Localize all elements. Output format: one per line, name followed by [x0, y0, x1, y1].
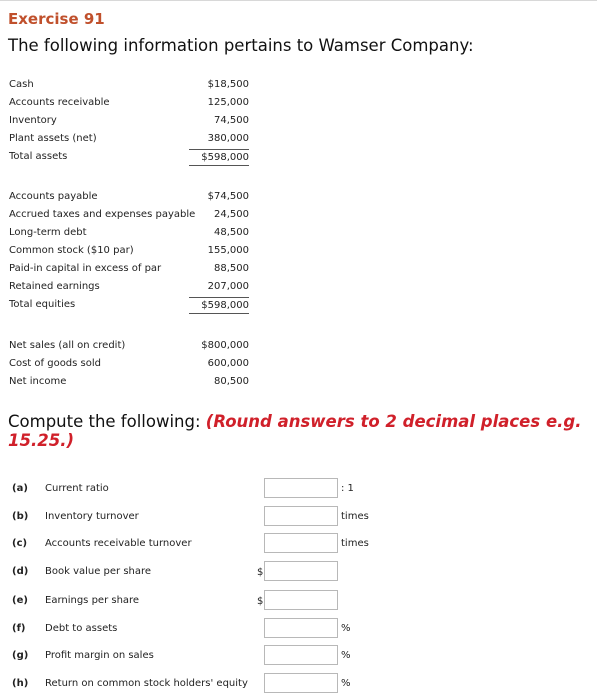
- exercise-title: Exercise 91: [8, 10, 105, 28]
- question-label: Accounts receivable turnover: [45, 538, 192, 549]
- equities-row: [9, 260, 249, 278]
- income-row-label: Net income: [9, 376, 67, 387]
- unit-label: : 1: [341, 483, 354, 494]
- equities-row-value: 88,500: [214, 263, 249, 274]
- equities-table: [9, 188, 249, 314]
- assets-row-label: Total assets: [9, 151, 68, 162]
- question-label: Current ratio: [45, 483, 109, 494]
- unit-label: %: [341, 678, 351, 689]
- assets-row-label: Accounts receivable: [9, 97, 110, 108]
- question-row: [8, 618, 588, 640]
- income-row-label: Cost of goods sold: [9, 358, 102, 369]
- question-row: [8, 561, 588, 583]
- equities-row-value: $598,000: [189, 297, 249, 314]
- income-row: [9, 337, 249, 355]
- question-row: [8, 478, 588, 500]
- equities-row-value: 207,000: [207, 281, 249, 292]
- unit-label: %: [341, 623, 351, 634]
- equities-row: [9, 206, 249, 224]
- answer-input[interactable]: [264, 673, 338, 693]
- assets-row-label: Cash: [9, 79, 34, 90]
- question-letter: (b): [12, 511, 29, 522]
- question-label: Book value per share: [45, 566, 152, 577]
- equities-row-label: Paid-in capital in excess of par: [9, 263, 162, 274]
- dollar-prefix: $: [257, 596, 264, 607]
- income-row: [9, 373, 249, 391]
- question-row: [8, 590, 588, 612]
- question-label: Profit margin on sales: [45, 650, 154, 661]
- compute-instructions: [8, 412, 583, 450]
- assets-row-value: $18,500: [207, 79, 249, 90]
- unit-label: times: [341, 511, 369, 522]
- assets-row-value: 380,000: [207, 133, 249, 144]
- question-row: [8, 533, 588, 555]
- answer-input[interactable]: [264, 506, 338, 526]
- compute-prompt: Compute the following:: [8, 412, 206, 431]
- question-letter: (g): [12, 650, 29, 661]
- assets-row: [9, 94, 249, 112]
- answer-input[interactable]: [264, 561, 338, 581]
- unit-label: times: [341, 538, 369, 549]
- equities-row-label: Accrued taxes and expenses payable: [9, 209, 196, 220]
- question-label: Debt to assets: [45, 623, 118, 634]
- assets-row: [9, 76, 249, 94]
- assets-row-value: 74,500: [214, 115, 249, 126]
- unit-label: %: [341, 650, 351, 661]
- assets-row: [9, 112, 249, 130]
- question-letter: (f): [12, 623, 26, 634]
- assets-row-value: $598,000: [189, 149, 249, 166]
- equities-row-label: Total equities: [9, 299, 76, 310]
- question-label: Return on common stock holders' equity: [45, 678, 248, 689]
- question-letter: (h): [12, 678, 29, 689]
- equities-row-value: $74,500: [207, 191, 249, 202]
- income-row-value: 80,500: [214, 376, 249, 387]
- answer-input[interactable]: [264, 478, 338, 498]
- answer-input[interactable]: [264, 618, 338, 638]
- equities-row: [9, 224, 249, 242]
- dollar-prefix: $: [257, 567, 264, 578]
- equities-row-label: Common stock ($10 par): [9, 245, 134, 256]
- assets-table: [9, 76, 249, 166]
- question-letter: (d): [12, 566, 29, 577]
- assets-row-label: Plant assets (net): [9, 133, 97, 144]
- question-row: [8, 506, 588, 528]
- answer-input[interactable]: [264, 533, 338, 553]
- rounding-note: (Round answers to 2 decimal places e.g. 15.25.): [8, 412, 582, 450]
- equities-row: [9, 278, 249, 296]
- equities-row-value: 155,000: [207, 245, 249, 256]
- question-row: [8, 673, 588, 695]
- equities-row: [9, 242, 249, 260]
- equities-row-label: Accounts payable: [9, 191, 98, 202]
- equities-row: [9, 188, 249, 206]
- assets-row-value: 125,000: [207, 97, 249, 108]
- equities-row: [9, 296, 249, 314]
- equities-row-value: 48,500: [214, 227, 249, 238]
- assets-row: [9, 148, 249, 166]
- equities-row-label: Long-term debt: [9, 227, 87, 238]
- income-table: [9, 337, 249, 391]
- question-letter: (e): [12, 595, 28, 606]
- question-letter: (a): [12, 483, 28, 494]
- income-row: [9, 355, 249, 373]
- assets-row: [9, 130, 249, 148]
- question-label: Earnings per share: [45, 595, 140, 606]
- question-letter: (c): [12, 538, 28, 549]
- equities-row-value: 24,500: [214, 209, 249, 220]
- question-label: Inventory turnover: [45, 511, 139, 522]
- income-row-label: Net sales (all on credit): [9, 340, 126, 351]
- equities-row-label: Retained earnings: [9, 281, 100, 292]
- answer-input[interactable]: [264, 645, 338, 665]
- assets-row-label: Inventory: [9, 115, 57, 126]
- income-row-value: 600,000: [207, 358, 249, 369]
- question-row: [8, 645, 588, 667]
- answer-input[interactable]: [264, 590, 338, 610]
- income-row-value: $800,000: [201, 340, 249, 351]
- intro-text: The following information pertains to Wamser Company:: [8, 36, 474, 55]
- top-divider: [0, 0, 597, 1]
